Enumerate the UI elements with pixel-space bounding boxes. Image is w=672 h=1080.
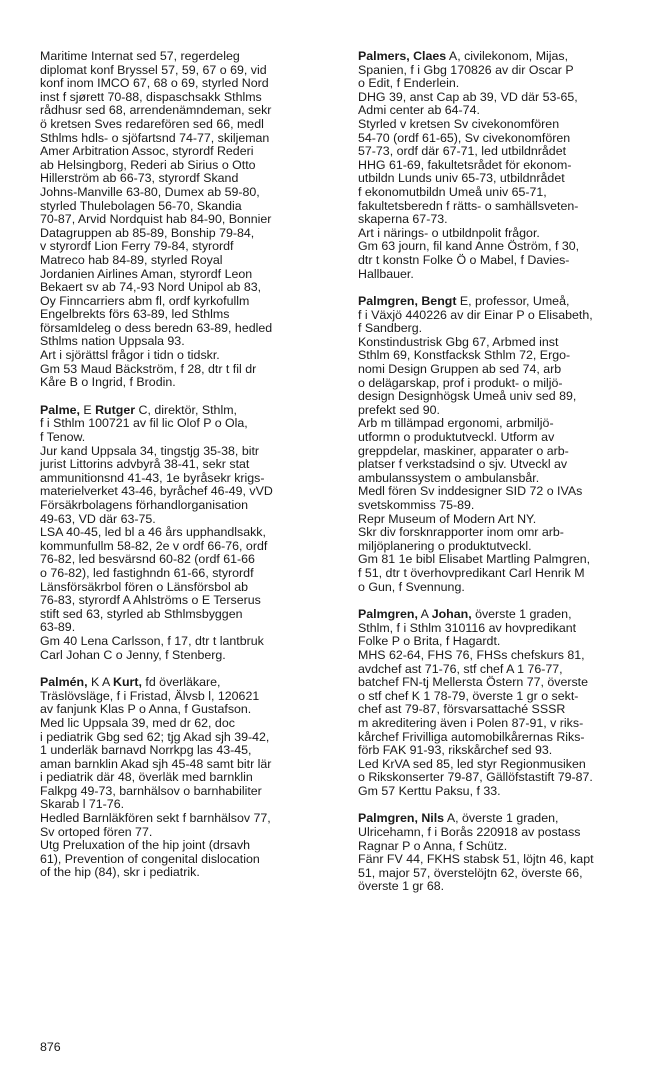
entry-text-line: of the hip (84), skr i pediatrik. [40, 865, 200, 880]
entry-text-line: avdchef ast 71-76, stf chef A 1 76-77, [358, 661, 563, 676]
entry-text-line: o 76-82), led fastighndn 61-66, styrordf [40, 565, 254, 580]
entry-text-line: rådhusr sed 68, arrendenämndeman, sekr [40, 103, 272, 118]
entry-text-line: Kåre B o Ingrid, f Brodin. [40, 375, 176, 390]
biography-entry-maritime [40, 50, 340, 390]
biography-entry-palmers-claes [358, 50, 658, 281]
entry-text-line: HHG 61-69, fakultetsrådet för ekonom- [358, 157, 572, 172]
entry-text-line: överste 1 gr 68. [358, 879, 445, 894]
entry-text-line: f Tenow. [40, 430, 86, 445]
entry-text-line: f Sandberg. [358, 321, 423, 336]
entry-text-line: f 51, dtr t överhovpredikant Carl Henrik M [358, 565, 585, 580]
entry-text-line: Skr div forsknrapporter inom omr arb- [358, 525, 564, 540]
entry-heading [358, 812, 658, 826]
entry-text-line: inst f sjørett 70-88, dispaschsakk Sthlms [40, 89, 262, 104]
entry-text-line: Art i närings- o utbildnpolit frågor. [358, 225, 540, 240]
entry-name: Johan, [431, 607, 472, 622]
biography-entry-palmgren-bengt [358, 295, 658, 594]
entry-text-line: Medl fören Sv inddesigner SID 72 o IVAs [358, 484, 583, 499]
entry-heading [358, 608, 658, 622]
entry-text-line: 63-89. [40, 620, 76, 635]
entry-text-line: aman barnklin Akad sjh 45-48 samt bitr lär [40, 756, 272, 771]
entry-text-line: kårchef Frivilliga automobilkårernas Riks- [358, 729, 585, 744]
entry-text-line: Oy Finncarriers abm fl, ordf kyrkofullm [40, 293, 250, 308]
entry-name: Kurt, [113, 675, 142, 690]
entry-text-line: materielverket 43-46, byråchef 46-49, vVD [40, 484, 273, 499]
entry-text-line: Led KrVA sed 85, led styr Regionmusiken [358, 756, 586, 771]
entry-text-line: Sthlms hdls- o sjöfartsnd 74-77, skiljeman [40, 130, 270, 145]
right-column [358, 50, 658, 908]
entry-text-line: 76-82, led besvärsnd 60-82 (ordf 61-66 [40, 552, 255, 567]
entry-name: Palmgren, Bengt [358, 294, 457, 309]
biography-entry-palmen-kurt [40, 676, 340, 880]
entry-heading [358, 295, 658, 309]
entry-text-line: m akreditering även i Polen 87-91, v riks- [358, 715, 584, 730]
entry-text-line: Gm 63 journ, fil kand Anne Öström, f 30, [358, 239, 580, 254]
entry-text-line: kommunfullm 58-82, 2e v ordf 66-76, ordf [40, 538, 268, 553]
entry-text-line: 49-63, VD där 63-75. [40, 511, 156, 526]
entry-text-line: i pediatrik där 48, överläk med barnklin [40, 770, 253, 785]
entry-text-line: o Rikskonserter 79-87, Gällöfstastift 79-87. [358, 770, 593, 785]
entry-text-line: 51, major 57, överstelöjtn 62, överste 66, [358, 865, 583, 880]
entry-text-line: Sv ortoped fören 77. [40, 824, 153, 839]
entry-text-line: Utg Preluxation of the hip joint (drsavh [40, 838, 251, 853]
entry-text-line: 70-87, Arvid Nordquist hab 84-90, Bonnier [40, 212, 272, 227]
entry-text-line: Repr Museum of Modern Art NY. [358, 511, 537, 526]
entry-name: Palmén, [40, 675, 88, 690]
entry-text-line: Träslövsläge, f i Fristad, Älvsb l, 120621 [40, 688, 260, 703]
entry-text-line: Med lic Uppsala 39, med dr 62, doc [40, 715, 235, 730]
entry-text-line: Folke P o Brita, f Hagardt. [358, 634, 501, 649]
entry-text-line: Ulricehamn, f i Borås 220918 av postass [358, 825, 581, 840]
entry-text-line: platser f verkstadsind o sjv. Utveckl av [358, 457, 568, 472]
biography-entry-palmgren-nils [358, 812, 658, 894]
entry-text-line: jurist Littorins advbyrå 38-41, sekr stat [40, 457, 250, 472]
entry-text-line: Matreco hab 84-89, styrled Royal [40, 252, 223, 267]
entry-text-line: styrled Thulebolagen 56-70, Skandia [40, 198, 242, 213]
entry-text-line: MHS 62-64, FHS 76, FHSs chefskurs 81, [358, 647, 585, 662]
biography-entry-palmgren-johan [358, 608, 658, 798]
entry-title: A, civilekonom, Mijas, [446, 49, 569, 63]
entry-text-line: Johns-Manville 63-80, Dumex ab 59-80, [40, 184, 260, 199]
entry-text-line: dtr t konstn Folke Ö o Mabel, f Davies- [358, 252, 570, 267]
entry-text-line: Arb m tillämpad ergonomi, arbmiljö- [358, 416, 554, 431]
entry-name: Palmgren, [358, 607, 418, 622]
entry-text-line: Gm 57 Kerttu Paksu, f 33. [358, 783, 501, 798]
entry-text-line: Skarab l 71-76. [40, 797, 125, 812]
entry-text-line: o Edit, f Enderlein. [358, 76, 460, 91]
entry-text-line: chef ast 79-87, försvarsattaché SSSR [358, 702, 566, 717]
entry-text-line: f i Sthlm 100721 av fil lic Olof P o Ola, [40, 416, 248, 431]
entry-text-line: svetskommiss 75-89. [358, 498, 475, 512]
entry-text-line: 1 underläk barnavd Norrkpg las 43-45, [40, 743, 252, 758]
entry-text-line: Admi center ab 64-74. [358, 103, 480, 118]
entry-text-line: batchef FN-tj Mellersta Östern 77, överste [358, 675, 589, 690]
entry-heading [40, 404, 340, 418]
entry-text-line: ab Helsingborg, Rederi ab Sirius o Otto [40, 157, 256, 172]
entry-text-line: Falkpg 49-73, barnhälsov o barnhabiliter [40, 783, 262, 798]
entry-text-line: 61), Prevention of congenital dislocation [40, 851, 260, 866]
entry-text-line: 76-83, styrordf A Ahlströms o E Terserus [40, 593, 261, 608]
entry-title: E [79, 402, 96, 417]
entry-text-line: nomi Design Gruppen ab sed 74, arb [358, 362, 562, 377]
entry-text-line: Gm 40 Lena Carlsson, f 17, dtr t lantbruk [40, 633, 264, 648]
entry-name: Palme, [40, 402, 80, 417]
entry-text-line: Jordanien Airlines Aman, styrordf Leon [40, 266, 253, 281]
page-number: 876 [40, 1040, 61, 1054]
entry-text-line: 57-73, ordf där 67-71, led utbildnrådet [358, 144, 567, 159]
entry-text-line: i pediatrik Gbg sed 62; tjg Akad sjh 39-42, [40, 729, 270, 744]
entry-text-line: prefekt sed 90. [358, 402, 440, 417]
entry-text-line: utformn o produktutveckl. Utform av [358, 430, 555, 445]
entry-heading [358, 50, 658, 64]
entry-text-line: församldeleg o dess beredn 63-89, hedled [40, 320, 273, 335]
entry-text-line: Sthlm 69, Konstfacksk Sthlm 72, Ergo- [358, 348, 571, 363]
entry-title: fd överläkare, [141, 675, 221, 690]
entry-text-line: Spanien, f i Gbg 170826 av dir Oscar P [358, 62, 574, 77]
entry-text-line: Carl Johan C o Jenny, f Stenberg. [40, 647, 226, 662]
entry-text-line: Jur kand Uppsala 34, tingstjg 35-38, bitr [40, 443, 260, 458]
entry-text-line: ambulanssystem o ambulansbår. [358, 470, 540, 485]
entry-text-line: Art i sjörättsl frågor i tidn o tidskr. [40, 348, 220, 363]
entry-text-line: Sthlms nation Uppsala 93. [40, 334, 185, 349]
biography-entry-palme-rutger [40, 404, 340, 662]
entry-title: A [417, 607, 432, 622]
entry-title: överste 1 graden, [471, 607, 572, 622]
entry-title: E, professor, Umeå, [456, 294, 570, 309]
entry-text-line: greppdelar, maskiner, apparater o arb- [358, 443, 569, 458]
entry-text-line: Bekaert sv ab 74,-93 Nord Unipol ab 83, [40, 280, 262, 295]
entry-text-line: Hillerström ab 66-73, styrordf Skand [40, 171, 239, 186]
entry-title: A, överste 1 graden, [444, 811, 559, 826]
entry-text-line: LSA 40-45, led bl a 46 års upphandlsakk, [40, 525, 266, 540]
entry-text-line: Hallbauer. [358, 266, 414, 281]
entry-text-line: o stf chef K 1 78-79, överste 1 gr o sekt- [358, 688, 579, 703]
entry-title: C, direktör, Sthlm, [135, 402, 237, 417]
entry-text-line: förb FAK 91-93, rikskårchef sed 93. [358, 743, 553, 758]
entry-text-line: Fänr FV 44, FKHS stabsk 51, löjtn 46, kapt [358, 852, 594, 867]
entry-text-line: ammunitionsnd 41-43, 1e byråsekr krigs- [40, 470, 265, 485]
entry-text-line: konf inom IMCO 67, 68 o 69, styrled Nord [40, 76, 269, 91]
left-column [40, 50, 340, 894]
entry-text-line: o delägarskap, prof i produkt- o miljö- [358, 375, 563, 390]
entry-text-line: v styrordf Lion Ferry 79-84, styrordf [40, 239, 234, 254]
entry-text-line: av fanjunk Klas P o Anna, f Gustafson. [40, 702, 252, 717]
entry-text-line: fakultetsberedn f rätts- o samhällsveten- [358, 198, 579, 213]
entry-text-line: Gm 81 1e bibl Elisabet Martling Palmgren, [358, 552, 591, 567]
entry-text-line: Länsförsäkrbol fören o Länsförsbol ab [40, 579, 249, 594]
entry-text-line: Ragnar P o Anna, f Schütz. [358, 838, 508, 853]
entry-text-line: o Gun, f Svennung. [358, 579, 465, 594]
entry-text-line: DHG 39, anst Cap ab 39, VD där 53-65, [358, 89, 578, 104]
entry-text-line: ö kretsen Sves redarefören sed 66, medl [40, 116, 264, 131]
entry-text-line: Engelbrekts förs 63-89, led Sthlms [40, 307, 230, 322]
entry-name: Palmers, Claes [358, 49, 447, 63]
entry-text-line: Sthlm, f i Sthlm 310116 av hovpredikant [358, 620, 577, 635]
entry-text-line: miljöplanering o produktutveckl. [358, 538, 532, 553]
entry-text-line: Hedled Barnläkfören sekt f barnhälsov 77, [40, 811, 271, 826]
entry-heading [40, 676, 340, 690]
entry-text-line: diplomat konf Bryssel 57, 59, 67 o 69, vid [40, 62, 267, 77]
entry-name: Rutger [95, 402, 136, 417]
entry-name: Palmgren, Nils [358, 811, 445, 826]
entry-text-line: Försäkrbolagens förhandlorganisation [40, 498, 249, 512]
entry-text-line: f ekonomutbildn Umeå univ 65-71, [358, 184, 547, 199]
entry-text-line: skaperna 67-73. [358, 212, 448, 227]
entry-text-line: Gm 53 Maud Bäckström, f 28, dtr t fil dr [40, 361, 257, 376]
entry-text-line: utbildn Lunds univ 65-73, utbildnrådet [358, 171, 565, 186]
entry-text-line: Konstindustrisk Gbg 67, Arbmed inst [358, 334, 559, 349]
entry-text-line: stift sed 63, styrled ab Sthlmsbyggen [40, 606, 243, 621]
entry-text-line: f i Växjö 440226 av dir Einar P o Elisabeth, [358, 307, 593, 322]
entry-text-line: Styrled v kretsen Sv civekonomfören [358, 116, 560, 131]
entry-text-line: design Designhögsk Umeå univ sed 89, [358, 389, 577, 404]
entry-text-line: Datagruppen ab 85-89, Bonship 79-84, [40, 225, 255, 240]
entry-text-line: 54-70 (ordf 61-65), Sv civekonomfören [358, 130, 571, 145]
entry-text-line: Amer Arbitration Assoc, styrordf Rederi [40, 144, 254, 159]
entry-title: K A [87, 675, 114, 690]
entry-text-line: Maritime Internat sed 57, regerdeleg [40, 49, 240, 63]
